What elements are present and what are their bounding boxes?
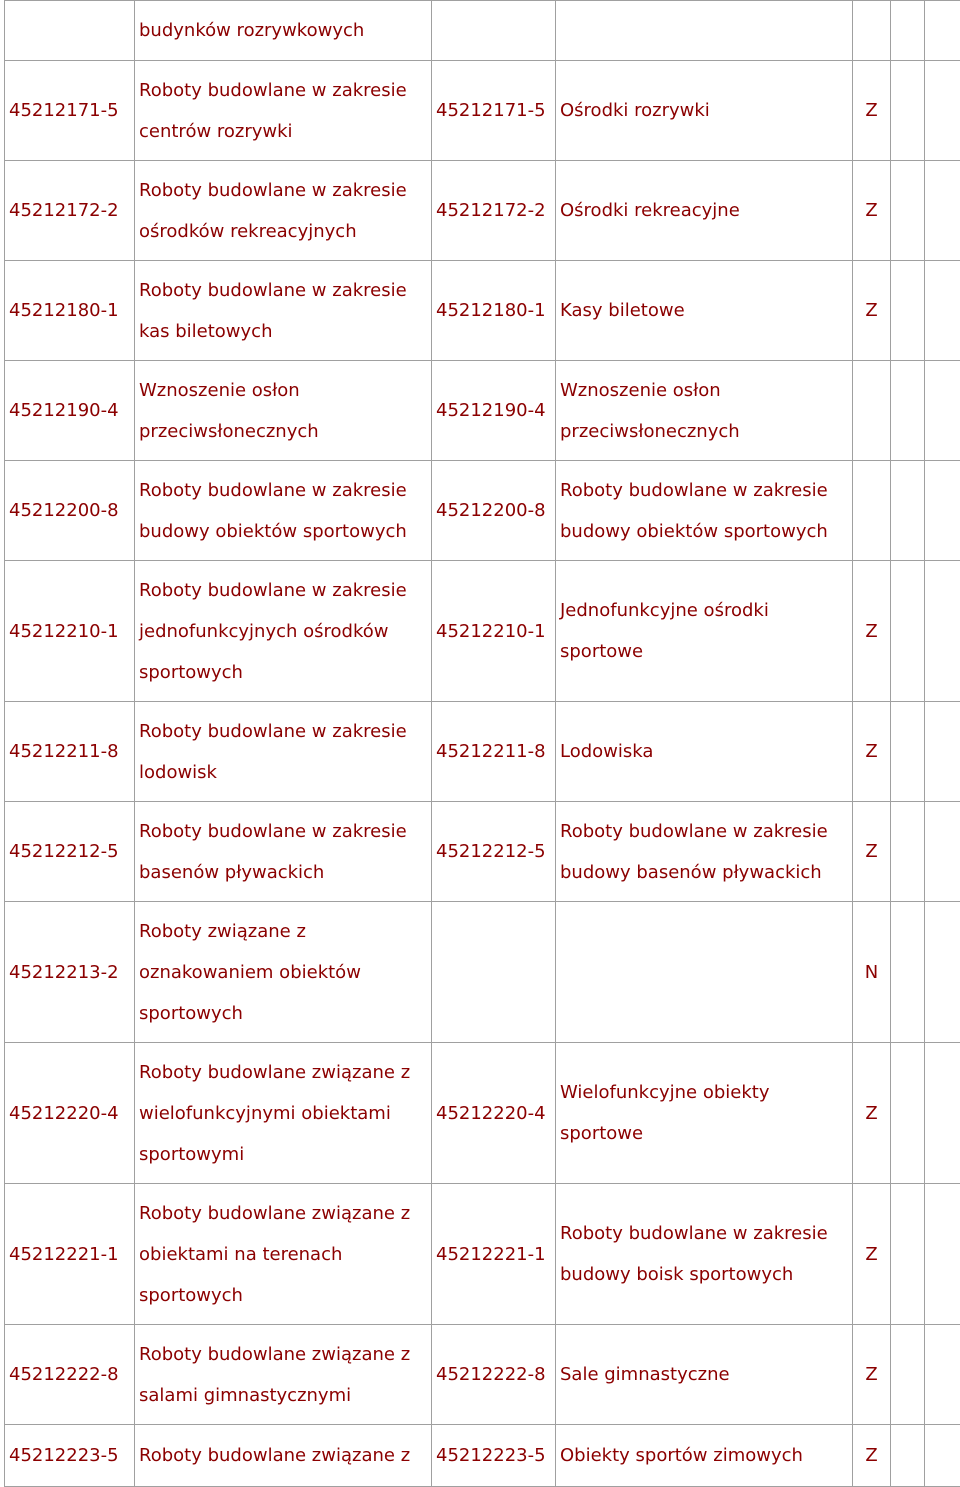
description-line: budowy obiektów sportowych [139,511,431,552]
cell-empty [925,1184,960,1325]
cpv-description-line: budowy basenów pływackich [560,852,852,893]
cell-code: 45212180-1 [5,261,135,361]
cpv-description-line: przeciwsłonecznych [560,411,852,452]
table-row [5,702,960,802]
cell-cpv-code: 45212180-1 [432,261,556,361]
cell-description [135,361,432,461]
cell-description [135,261,432,361]
cell-cpv-code: 45212212-5 [432,802,556,902]
cell-flag-2 [891,1425,925,1487]
table-row [5,361,960,461]
cell-empty [925,1325,960,1425]
description-line: budynków rozrywkowych [139,10,431,51]
cell-cpv-code: 45212172-2 [432,161,556,261]
cell-description [135,802,432,902]
description-line: Roboty budowlane w zakresie [139,70,431,111]
description-line: kas biletowych [139,311,431,352]
cell-flag-2 [891,1184,925,1325]
description-line: sportowych [139,652,431,693]
cell-code: 45212172-2 [5,161,135,261]
cell-description [135,61,432,161]
cell-cpv-code: 45212220-4 [432,1043,556,1184]
description-line: Roboty budowlane w zakresie [139,170,431,211]
cell-cpv-description [556,1425,853,1487]
cell-code: 45212171-5 [5,61,135,161]
cpv-description-line: Lodowiska [560,731,852,772]
cell-description [135,161,432,261]
description-line: Roboty budowlane w zakresie [139,570,431,611]
cell-code: 45212200-8 [5,461,135,561]
cell-empty [925,702,960,802]
cell-flag-2 [891,802,925,902]
cell-cpv-code: 45212223-5 [432,1425,556,1487]
cell-cpv-description [556,61,853,161]
cell-cpv-description [556,702,853,802]
description-line: Roboty budowlane w zakresie [139,470,431,511]
cpv-description-line: sportowe [560,631,852,672]
description-line: Roboty budowlane związane z [139,1334,431,1375]
cell-empty [925,902,960,1043]
cell-flag-2 [891,1043,925,1184]
cell-cpv-description [556,461,853,561]
table-row [5,1,960,61]
cell-flag: Z [853,561,891,702]
description-line: sportowych [139,993,431,1034]
cell-cpv-code: 45212210-1 [432,561,556,702]
description-line: Roboty związane z [139,911,431,952]
cell-flag: Z [853,802,891,902]
cpv-description-line: budowy boisk sportowych [560,1254,852,1295]
cell-empty [925,361,960,461]
description-line: Roboty budowlane związane z [139,1052,431,1093]
cell-description [135,1425,432,1487]
cell-code: 45212223-5 [5,1425,135,1487]
cell-code: 45212221-1 [5,1184,135,1325]
description-line: ośrodków rekreacyjnych [139,211,431,252]
cell-flag [853,1,891,61]
description-line: Wznoszenie osłon [139,370,431,411]
cell-flag: Z [853,1325,891,1425]
cell-cpv-code: 45212190-4 [432,361,556,461]
description-line: wielofunkcyjnymi obiektami [139,1093,431,1134]
cpv-description-line: Obiekty sportów zimowych [560,1435,852,1476]
cell-cpv-code: 45212171-5 [432,61,556,161]
cell-empty [925,561,960,702]
cell-empty [925,461,960,561]
cpv-description-line: Roboty budowlane w zakresie [560,811,852,852]
cell-flag [853,461,891,561]
cpv-table [4,0,960,1487]
cell-flag-2 [891,561,925,702]
table-row [5,461,960,561]
cell-flag: Z [853,1184,891,1325]
cell-flag-2 [891,1,925,61]
cell-flag-2 [891,902,925,1043]
table-row [5,561,960,702]
cell-flag: Z [853,261,891,361]
cell-cpv-description [556,1043,853,1184]
cell-flag: Z [853,1425,891,1487]
cell-empty [925,261,960,361]
cpv-description-line: Roboty budowlane w zakresie [560,1213,852,1254]
cell-cpv-code: 45212211-8 [432,702,556,802]
cpv-description-line: Ośrodki rozrywki [560,90,852,131]
cell-empty [925,161,960,261]
cell-code: 45212222-8 [5,1325,135,1425]
cell-description [135,702,432,802]
cell-description [135,461,432,561]
cell-cpv-description [556,802,853,902]
cell-cpv-description [556,261,853,361]
cell-empty [925,802,960,902]
cpv-description-line: Sale gimnastyczne [560,1354,852,1395]
cell-cpv-code: 45212222-8 [432,1325,556,1425]
cpv-description-line: Wznoszenie osłon [560,370,852,411]
table-row [5,802,960,902]
cell-flag-2 [891,1325,925,1425]
cell-empty [925,61,960,161]
description-line: obiektami na terenach [139,1234,431,1275]
cell-flag-2 [891,261,925,361]
description-line: Roboty budowlane związane z [139,1435,431,1476]
cell-code: 45212212-5 [5,802,135,902]
cpv-description-line: Jednofunkcyjne ośrodki [560,590,852,631]
cell-code: 45212190-4 [5,361,135,461]
cell-code: 45212213-2 [5,902,135,1043]
cell-cpv-code: 45212221-1 [432,1184,556,1325]
cell-flag-2 [891,702,925,802]
description-line: Roboty budowlane w zakresie [139,270,431,311]
description-line: lodowisk [139,752,431,793]
table-row [5,1184,960,1325]
table-row [5,261,960,361]
cpv-description-line: budowy obiektów sportowych [560,511,852,552]
cell-empty [925,1,960,61]
description-line: oznakowaniem obiektów [139,952,431,993]
cell-description [135,1184,432,1325]
cell-cpv-description [556,1,853,61]
cpv-description-line: Roboty budowlane w zakresie [560,470,852,511]
description-line: Roboty budowlane w zakresie [139,811,431,852]
cell-cpv-description [556,361,853,461]
description-line: salami gimnastycznymi [139,1375,431,1416]
description-line: basenów pływackich [139,852,431,893]
cpv-description-line: Wielofunkcyjne obiekty [560,1072,852,1113]
table-row [5,902,960,1043]
cell-cpv-description [556,1184,853,1325]
cell-description [135,1,432,61]
cell-flag-2 [891,461,925,561]
cell-code [5,1,135,61]
cell-flag-2 [891,161,925,261]
cpv-description-line: sportowe [560,1113,852,1154]
description-line: przeciwsłonecznych [139,411,431,452]
cell-code: 45212210-1 [5,561,135,702]
cpv-description-line: Kasy biletowe [560,290,852,331]
table-row [5,161,960,261]
cell-empty [925,1043,960,1184]
description-line: sportowymi [139,1134,431,1175]
cell-flag: Z [853,161,891,261]
cell-flag: Z [853,1043,891,1184]
cell-description [135,1325,432,1425]
description-line: Roboty budowlane związane z [139,1193,431,1234]
description-line: centrów rozrywki [139,111,431,152]
cell-flag: N [853,902,891,1043]
cpv-table-body [5,1,960,1487]
cell-cpv-description [556,161,853,261]
table-row [5,1043,960,1184]
cell-description [135,561,432,702]
table-row [5,1325,960,1425]
cell-cpv-description [556,1325,853,1425]
description-line: sportowych [139,1275,431,1316]
cell-cpv-code [432,902,556,1043]
cell-description [135,1043,432,1184]
cell-flag-2 [891,61,925,161]
table-row [5,1425,960,1487]
cell-flag: Z [853,61,891,161]
table-row [5,61,960,161]
cell-cpv-code: 45212200-8 [432,461,556,561]
cell-description [135,902,432,1043]
cell-flag [853,361,891,461]
cell-code: 45212220-4 [5,1043,135,1184]
cpv-description-line: Ośrodki rekreacyjne [560,190,852,231]
description-line: Roboty budowlane w zakresie [139,711,431,752]
cell-empty [925,1425,960,1487]
cell-cpv-description [556,902,853,1043]
cell-cpv-description [556,561,853,702]
cell-code: 45212211-8 [5,702,135,802]
cell-cpv-code [432,1,556,61]
cell-flag: Z [853,702,891,802]
description-line: jednofunkcyjnych ośrodków [139,611,431,652]
cell-flag-2 [891,361,925,461]
